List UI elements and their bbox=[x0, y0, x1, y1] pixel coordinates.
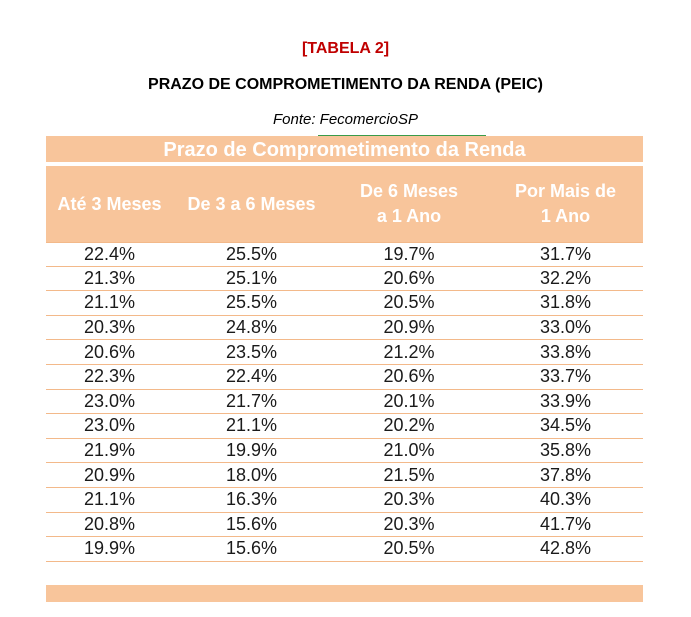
column-header: Até 3 Meses bbox=[57, 193, 162, 214]
table-cell: 19.7% bbox=[383, 243, 435, 264]
page-title: PRAZO DE COMPROMETIMENTO DA RENDA (PEIC) bbox=[148, 76, 543, 93]
table-cell: 33.7% bbox=[539, 366, 592, 387]
table-row bbox=[46, 291, 643, 316]
table-cell: 20.9% bbox=[83, 464, 136, 485]
table-cell: 20.6% bbox=[383, 366, 435, 387]
table-cell: 22.4% bbox=[83, 243, 136, 264]
table-cell: 20.3% bbox=[383, 489, 435, 510]
table-cell: 20.2% bbox=[383, 415, 435, 436]
table-cell: 21.3% bbox=[83, 267, 136, 288]
table-cell: 25.5% bbox=[225, 292, 278, 313]
table-row bbox=[46, 316, 643, 341]
table-cell: 35.8% bbox=[539, 440, 592, 461]
table-cell: 20.5% bbox=[383, 538, 435, 559]
table-row bbox=[46, 340, 643, 365]
table-cell: 40.3% bbox=[539, 489, 592, 510]
table-cell: 25.5% bbox=[225, 243, 278, 264]
table-cell: 24.8% bbox=[225, 317, 278, 338]
table-cell: 23.0% bbox=[83, 390, 136, 411]
table-cell: 25.1% bbox=[225, 267, 278, 288]
table-row bbox=[46, 463, 643, 488]
table-cell: 22.4% bbox=[225, 366, 278, 387]
table-cell: 34.5% bbox=[539, 415, 592, 436]
table-body bbox=[46, 242, 643, 562]
table-row bbox=[46, 488, 643, 513]
table-cell: 19.9% bbox=[225, 440, 278, 461]
table-cell: 21.0% bbox=[383, 440, 435, 461]
table-cell: 21.1% bbox=[83, 489, 136, 510]
table-cell: 20.1% bbox=[383, 390, 435, 411]
table-cell: 20.3% bbox=[383, 513, 435, 534]
data-table bbox=[46, 136, 643, 602]
table-row bbox=[46, 390, 643, 415]
table-row bbox=[46, 267, 643, 292]
table-cell: 41.7% bbox=[539, 513, 592, 534]
table-row bbox=[46, 513, 643, 538]
table-cell: 23.5% bbox=[225, 341, 278, 362]
table-cell: 21.7% bbox=[225, 390, 278, 411]
table-row bbox=[46, 537, 643, 562]
table-label: [TABELA 2] bbox=[301, 40, 390, 57]
table-cell: 20.8% bbox=[83, 513, 136, 534]
group-header: Prazo de Comprometimento da Renda bbox=[46, 136, 643, 164]
table-row bbox=[46, 439, 643, 464]
table-cell: 37.8% bbox=[539, 464, 592, 485]
column-header: De 3 a 6 Meses bbox=[187, 193, 316, 214]
table-cell: 31.8% bbox=[539, 292, 592, 313]
column-header: De 6 Meses a 1 Ano bbox=[359, 181, 459, 226]
table-cell: 20.6% bbox=[83, 341, 136, 362]
table-cell: 21.5% bbox=[383, 464, 435, 485]
table-cell: 33.0% bbox=[539, 317, 592, 338]
table-cell: 16.3% bbox=[225, 489, 278, 510]
table-cell: 42.8% bbox=[539, 538, 592, 559]
table-footer-bar bbox=[46, 585, 643, 602]
table-cell: 33.8% bbox=[539, 341, 592, 362]
table-cell: 20.9% bbox=[383, 317, 435, 338]
column-header-row bbox=[46, 166, 643, 242]
table-cell: 21.2% bbox=[383, 341, 435, 362]
table-row bbox=[46, 365, 643, 390]
source-note: Fonte: FecomercioSP bbox=[272, 111, 419, 128]
table-row bbox=[46, 414, 643, 439]
table-cell: 20.3% bbox=[83, 317, 136, 338]
table-cell: 20.5% bbox=[383, 292, 435, 313]
table-cell: 19.9% bbox=[83, 538, 136, 559]
table-cell: 21.1% bbox=[83, 292, 136, 313]
table-cell: 32.2% bbox=[539, 267, 592, 288]
table-cell: 31.7% bbox=[539, 243, 592, 264]
table-cell: 23.0% bbox=[83, 415, 136, 436]
table-cell: 18.0% bbox=[225, 464, 278, 485]
table-cell: 33.9% bbox=[539, 390, 592, 411]
table-cell: 21.9% bbox=[83, 440, 136, 461]
table-cell: 22.3% bbox=[83, 366, 136, 387]
table-cell: 21.1% bbox=[225, 415, 278, 436]
column-header: Por Mais de 1 Ano bbox=[514, 181, 617, 226]
table-cell: 15.6% bbox=[225, 513, 278, 534]
table-cell: 20.6% bbox=[383, 267, 435, 288]
table-row bbox=[46, 242, 643, 267]
table-cell: 15.6% bbox=[225, 538, 278, 559]
